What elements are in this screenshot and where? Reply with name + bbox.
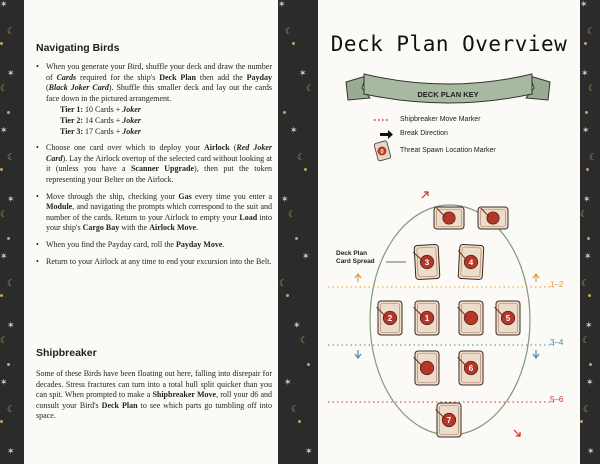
moon-icon: ☾	[7, 404, 16, 414]
star-icon: ✶	[7, 446, 15, 456]
break-arrow-left-down	[355, 350, 361, 358]
moon-icon: ☾	[288, 209, 297, 219]
dot-icon	[0, 294, 3, 297]
star-icon: ✶	[305, 446, 313, 456]
star-icon: ✶	[0, 125, 8, 135]
threat-card	[414, 351, 439, 385]
dot-icon	[298, 420, 301, 423]
dot-icon	[584, 42, 587, 45]
star-icon: ✶	[7, 320, 15, 330]
moon-icon: ☾	[300, 335, 309, 345]
break-arrow-right-down	[533, 350, 539, 358]
moon-icon: ☾	[285, 26, 294, 36]
star-icon: ✶	[582, 125, 590, 135]
list-item: • Choose one card over which to deploy your Airlock (Red Joker Card). Lay the Airlock overtop of the selected card without looking at it (unless you have a Scanner Upgrade), then put the token representing your Belter on the Airlock.	[24, 143, 272, 185]
numbered-card	[436, 403, 461, 437]
moon-icon: ☾	[0, 209, 9, 219]
moon-icon: ☾	[279, 278, 288, 288]
deck-plan-diagram	[318, 0, 580, 464]
numbered-card	[414, 301, 439, 335]
card-number-label: 6	[468, 364, 474, 373]
card-number-label: 5	[505, 314, 511, 323]
dot-icon	[7, 237, 10, 240]
moon-icon: ☾	[580, 209, 589, 219]
left-edge-decoration	[0, 0, 24, 464]
tier-label-3-4: 3–4	[550, 338, 564, 347]
star-icon: ✶	[583, 194, 591, 204]
list-item: • When you find the Payday card, roll the Payday Move.	[24, 240, 272, 251]
arrow-right-icon	[380, 130, 393, 139]
numbered-card	[495, 301, 520, 335]
moon-icon: ☾	[0, 83, 9, 93]
heading-shipbreaker: Shipbreaker	[36, 347, 97, 359]
tier-row: Tier 1: 10 Cards + Joker	[60, 105, 141, 115]
star-icon: ✶	[302, 251, 310, 261]
numbered-card	[457, 244, 484, 279]
list-item: • When you generate your Bird, shuffle your deck and draw the number of Cards required for the ship's Deck Plan then add the Payday (Black Joker Card). Shuffle this smaller deck and lay out the cards face down in the pictured arrangement. Tier 1: 10 Cards + Joker Tier 2: 14 Cards + Joker Tier 3: 17 Cards + Joker	[24, 62, 272, 137]
card-number-label: 1	[424, 314, 430, 323]
break-arrow-top	[422, 192, 428, 198]
card-spread-label: Deck Plan Card Spread	[336, 250, 375, 265]
star-icon: ✶	[299, 68, 307, 78]
break-arrow-right-up	[533, 274, 539, 282]
card-number-label: 7	[446, 416, 452, 425]
star-icon: ✶	[587, 446, 595, 456]
dot-icon	[588, 294, 591, 297]
dot-icon	[286, 294, 289, 297]
break-arrow-bottom	[514, 430, 520, 436]
dot-icon	[585, 111, 588, 114]
numbered-card	[413, 244, 440, 279]
dot-icon	[580, 420, 583, 423]
key-label-threat-spawn: Threat Spawn Location Marker	[400, 147, 496, 154]
moon-icon: ☾	[291, 404, 300, 414]
star-icon: ✶	[580, 0, 588, 9]
card-number-label: 2	[387, 314, 393, 323]
star-icon: ✶	[284, 377, 292, 387]
moon-icon: ☾	[306, 83, 315, 93]
numbered-card	[458, 351, 483, 385]
dot-icon	[0, 168, 3, 171]
star-icon: ✶	[7, 68, 15, 78]
left-page	[24, 0, 278, 464]
break-arrow-left-up	[355, 274, 361, 282]
moon-icon: ☾	[582, 335, 591, 345]
star-icon: ✶	[0, 0, 8, 9]
star-icon: ✶	[278, 0, 286, 9]
navigation-steps-list	[24, 62, 272, 273]
dot-icon	[304, 168, 307, 171]
tier-label-5-6: 5–6	[550, 395, 564, 404]
dot-icon	[307, 363, 310, 366]
key-label-shipbreaker: Shipbreaker Move Marker	[400, 116, 481, 123]
numbered-card	[377, 301, 402, 335]
moon-icon: ☾	[588, 83, 597, 93]
book-spine-decoration	[278, 0, 318, 464]
moon-icon: ☾	[581, 278, 590, 288]
list-item: • Return to your Airlock at any time to end your excursion into the Belt.	[24, 257, 272, 268]
star-icon: ✶	[581, 68, 589, 78]
right-page	[318, 0, 580, 464]
svg-text:0: 0	[380, 149, 384, 156]
dot-icon	[295, 237, 298, 240]
dot-icon	[589, 363, 592, 366]
key-banner-text: DECK PLAN KEY	[417, 90, 479, 99]
moon-icon: ☾	[587, 26, 596, 36]
dot-icon	[587, 237, 590, 240]
moon-icon: ☾	[297, 152, 306, 162]
star-icon: ✶	[0, 377, 8, 387]
dot-icon	[0, 42, 3, 45]
page-title: Deck Plan Overview	[330, 32, 568, 56]
star-icon: ✶	[290, 125, 298, 135]
key-banner-ribbon	[346, 74, 550, 103]
star-icon: ✶	[293, 320, 301, 330]
shipbreaker-paragraph: Some of these Birds have been floating out here, falling into disrepair for decades. Stress fractures can turn into a total hull split quicker than you can spit. When prompted to make a Shipbreaker Move, roll your d6 and consult your Bird's Deck Plan to see which parts go tumbling off into space.	[36, 369, 273, 421]
moon-icon: ☾	[7, 26, 16, 36]
threat-card-icon	[374, 140, 391, 161]
heading-navigating-birds: Navigating Birds	[36, 42, 120, 54]
star-icon: ✶	[586, 377, 594, 387]
dot-icon	[7, 363, 10, 366]
star-icon: ✶	[584, 251, 592, 261]
moon-icon: ☾	[583, 404, 592, 414]
tier-row: Tier 3: 17 Cards + Joker	[60, 126, 141, 136]
moon-icon: ☾	[589, 152, 598, 162]
star-icon: ✶	[585, 320, 593, 330]
threat-card	[458, 301, 483, 335]
tier-card-counts	[60, 105, 272, 137]
moon-icon: ☾	[0, 335, 9, 345]
moon-icon: ☾	[7, 152, 16, 162]
dot-icon	[7, 111, 10, 114]
dot-icon	[283, 111, 286, 114]
dot-icon	[292, 42, 295, 45]
star-icon: ✶	[0, 251, 8, 261]
right-edge-decoration	[580, 0, 600, 464]
card-spread	[377, 207, 520, 437]
star-icon: ✶	[7, 194, 15, 204]
dot-icon	[586, 168, 589, 171]
tier-label-1-2: 1–2	[550, 280, 564, 289]
threat-card	[434, 207, 464, 229]
card-number-label: 3	[424, 257, 430, 268]
list-item: • Move through the ship, checking your Gas every time you enter a Module, and navigating the prompts which correspond to the suit and number of the cards. Return to your Airlock to empty your Load into your ship's Cargo Bay with the Airlock Move.	[24, 192, 272, 234]
dot-icon	[0, 420, 3, 423]
moon-icon: ☾	[7, 278, 16, 288]
star-icon: ✶	[281, 194, 289, 204]
key-label-break-direction: Break Direction	[400, 130, 448, 137]
threat-card	[478, 207, 508, 229]
card-number-label: 4	[468, 257, 474, 268]
tier-row: Tier 2: 14 Cards + Joker	[60, 115, 141, 125]
